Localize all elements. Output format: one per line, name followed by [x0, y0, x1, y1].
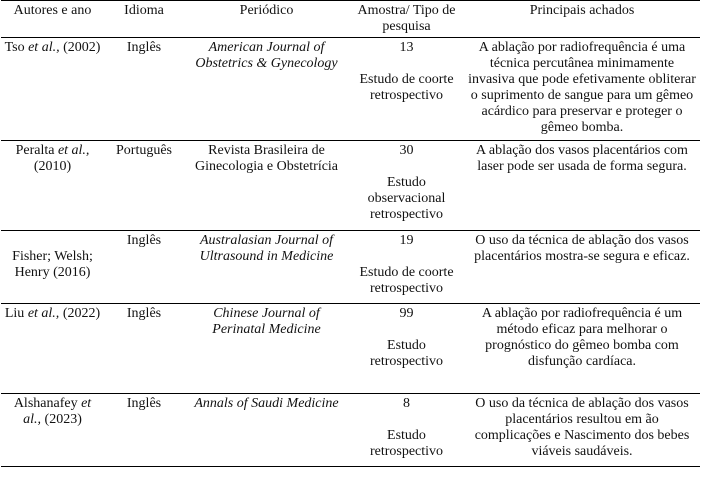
journal-cell: Chinese Journal of Perinatal Medicine — [184, 304, 349, 394]
table-row — [1, 304, 700, 394]
header-sample: Amostra/ Tipo de pesquisa — [349, 1, 464, 38]
finding-cell: A ablação dos vasos placentários com laser pode ser usada de forma segura. — [464, 141, 700, 231]
author-cell: Liu et al., (2022) — [1, 304, 104, 394]
studies-table — [1, 0, 700, 467]
table-row — [1, 231, 700, 304]
author-cell: Tso et al., (2002) — [1, 38, 104, 141]
finding-cell: O uso da técnica de ablação dos vasos placentários resultou em ão complicações e Nascimento dos bebes viáveis saudáveis. — [464, 394, 700, 467]
language-cell: Inglês — [104, 394, 184, 467]
sample-cell: 8 Estudo retrospectivo — [349, 394, 464, 467]
journal-cell: Annals of Saudi Medicine — [184, 394, 349, 467]
journal-cell: Australasian Journal of Ultrasound in Medicine — [184, 231, 349, 304]
author-cell: Alshanafey et al., (2023) — [1, 394, 104, 467]
table-row — [1, 38, 700, 141]
header-language: Idioma — [104, 1, 184, 38]
finding-cell: O uso da técnica de ablação dos vasos placentários mostra-se segura e eficaz. — [464, 231, 700, 304]
table-row — [1, 141, 700, 231]
author-cell: Fisher; Welsh; Henry (2016) — [1, 231, 104, 304]
language-cell: Português — [104, 141, 184, 231]
header-row — [1, 1, 700, 38]
finding-cell: A ablação por radiofrequência é uma técnica percutânea minimamente invasiva que pode efetivamente obliterar o suprimento de sangue para um gêmeo acárdico para preservar e proteger o gêmeo bomba. — [464, 38, 700, 141]
language-cell: Inglês — [104, 38, 184, 141]
journal-cell: American Journal of Obstetrics & Gynecology — [184, 38, 349, 141]
table-row — [1, 394, 700, 467]
header-journal: Periódico — [184, 1, 349, 38]
sample-cell: 13 Estudo de coorte retrospectivo — [349, 38, 464, 141]
journal-cell: Revista Brasileira de Ginecologia e Obstetrícia — [184, 141, 349, 231]
finding-cell: A ablação por radiofrequência é um método eficaz para melhorar o prognóstico do gêmeo bomba com disfunção cardíaca. — [464, 304, 700, 394]
language-cell: Inglês — [104, 304, 184, 394]
language-cell: Inglês — [104, 231, 184, 304]
header-authors: Autores e ano — [1, 1, 104, 38]
header-findings: Principais achados — [464, 1, 700, 38]
sample-cell: 30 Estudo observacional retrospectivo — [349, 141, 464, 231]
sample-cell: 19 Estudo de coorte retrospectivo — [349, 231, 464, 304]
author-cell: Peralta et al., (2010) — [1, 141, 104, 231]
sample-cell: 99 Estudo retrospectivo — [349, 304, 464, 394]
